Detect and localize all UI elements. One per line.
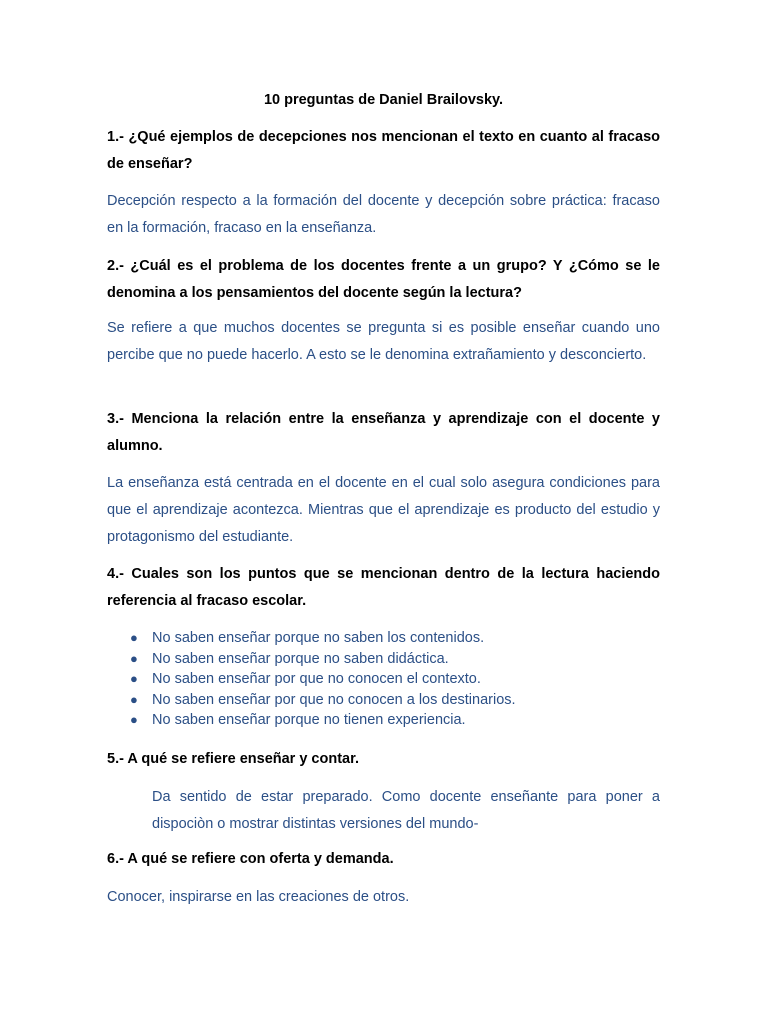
list-item: ● No saben enseñar por que no conocen a los destinarios. [107, 690, 660, 711]
answer-2: Se refiere a que muchos docentes se pregunta si es posible enseñar cuando uno percibe que no puede hacerlo. A esto se le denomina extrañamiento y desconcierto. [107, 320, 660, 363]
question-5: 5.- A qué se refiere enseñar y contar. [107, 751, 359, 767]
document-title: 10 preguntas de Daniel Brailovsky. [263, 92, 504, 108]
answer-6: Conocer, inspirarse en las creaciones de otros. [107, 889, 410, 905]
question-1: 1.- ¿Qué ejemplos de decepciones nos mencionan el texto en cuanto al fracaso de enseñar? [107, 129, 660, 172]
bullet-icon: ● [130, 650, 138, 666]
question-2: 2.- ¿Cuál es el problema de los docentes frente a un grupo? Y ¿Cómo se le denomina a los pensamientos del docente según la lectura? [107, 258, 660, 301]
answer-3: La enseñanza está centrada en el docente en el cual solo asegura condiciones para que el aprendizaje acontezca. Mientras que el aprendizaje es producto del estudio y protagonismo del estudiante. [107, 475, 660, 545]
list-item: ● No saben enseñar porque no tienen experiencia. [107, 710, 660, 731]
question-4: 4.- Cuales son los puntos que se mencionan dentro de la lectura haciendo referencia al fracaso escolar. [107, 566, 660, 609]
question-3: 3.- Menciona la relación entre la enseñanza y aprendizaje con el docente y alumno. [107, 411, 660, 454]
answer-4-list [107, 628, 660, 731]
question-6: 6.- A qué se refiere con oferta y demanda. [107, 851, 394, 867]
list-item: ● No saben enseñar porque no saben los contenidos. [107, 628, 660, 649]
bullet-icon: ● [130, 712, 138, 727]
answer-5: Da sentido de estar preparado. Como docente enseñante para poner a dispociòn o mostrar distintas versiones del mundo- [152, 789, 660, 832]
bullet-icon: ● [130, 671, 138, 686]
answer-1: Decepción respecto a la formación del docente y decepción sobre práctica: fracaso en la formación, fracaso en la enseñanza. [107, 193, 660, 236]
bullet-icon: ● [130, 691, 138, 707]
list-item: ● No saben enseñar porque no saben didáctica. [107, 649, 660, 670]
list-item: ● No saben enseñar por que no conocen el contexto. [107, 669, 660, 690]
bullet-icon: ● [130, 630, 138, 645]
